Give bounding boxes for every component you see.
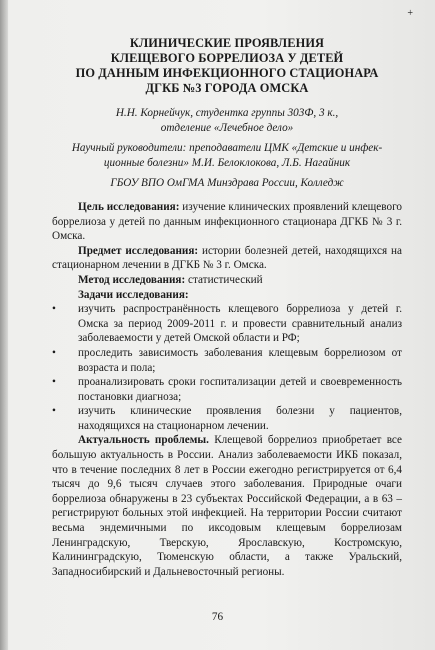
bullet-icon: • (52, 376, 56, 389)
title-line: ДГКБ №3 ГОРОДА ОМСКА (145, 81, 309, 95)
relevance-text: ласти, а также Уральский, Западносибирский и Дальневосточный (52, 551, 402, 578)
relevance-text: Природные очаги боррелиоза обнаружены в 23 субъектах Рос (52, 478, 403, 505)
institution-line: ГБОУ ВПО ОмГМА Минздрава России, Колледж (110, 177, 344, 190)
author-block (52, 106, 402, 191)
subject-label: Предмет исследования: (78, 244, 199, 257)
task-text: дящихся на стационарном лечении. (99, 419, 269, 432)
relevance-label: Актуальность проблемы. (78, 434, 209, 447)
method-text: статистический (188, 273, 263, 286)
aim-paragraph (52, 200, 402, 244)
title-line: КЛИНИЧЕСКИЕ ПРОЯВЛЕНИЯ (129, 36, 325, 50)
bullet-icon: • (52, 346, 56, 359)
list-item (52, 375, 402, 404)
task-text: проанализировать сроки госпитализации детей и своевремен (78, 376, 376, 389)
aim-text: изучение клинических проявлений (182, 200, 349, 213)
aim-text: клещевого боррелиоза у детей по данным инфекционного стаци (52, 200, 402, 228)
relevance-text: сийской Федерации, а в 63 – регистрируют больных этой инфек (52, 492, 402, 520)
page-number: 76 (211, 611, 224, 623)
task-text: от возраста и пола; (78, 346, 403, 374)
relevance-paragraph (52, 433, 402, 579)
student-line: Н.Н. Корнейчук, студентка группы 303Ф, 3 к., (115, 107, 339, 119)
task-text: изучить клинические проявления болезни у пациентов, нахо (78, 405, 402, 432)
list-item (52, 404, 402, 433)
list-item (52, 346, 402, 375)
title-line: ПО ДАННЫМ ИНФЕКЦИОННОГО СТАЦИОНАРА (75, 66, 379, 80)
relevance-text: Ярославскую, Костромскую, Калининградскую, Тюменскую об (52, 536, 402, 564)
subject-text: истории болезней детей, находя (201, 244, 358, 257)
article (52, 36, 402, 579)
corner-mark: + (407, 8, 413, 19)
article-body (52, 200, 402, 579)
tasks-heading (52, 288, 402, 303)
article-title (52, 36, 402, 96)
task-text: проследить зависимость заболевания клещевым боррелиозом (78, 346, 386, 359)
supervisor-line: ционные болезни» М.И. Белоклокова, Л.Б. Нагайник (103, 156, 351, 169)
task-text: ность постановки диагноза; (78, 376, 402, 403)
relevance-text: регионы. (241, 565, 285, 578)
list-item (52, 302, 402, 346)
subject-text: щихся на стационарном лечении в ДГКБ № 3 г. Омска. (52, 244, 402, 272)
task-text: анализ заболеваемости у детей Омской области и РФ; (78, 317, 403, 345)
relevance-text: стрируется от 6,4 тысяч до 9,6 тысяч случаев этого заболевания. (52, 463, 403, 491)
tasks-label: Задачи исследования: (78, 288, 189, 301)
tasks-list (52, 302, 402, 433)
method-paragraph (52, 273, 402, 288)
aim-label: Цель исследования: (78, 200, 180, 213)
relevance-text: цией. На территории России считают весьма эндемичными по ик (52, 507, 402, 535)
supervisor-line: Научный руководители: преподаватели ЦМК «Детские и инфек- (71, 142, 383, 155)
subject-paragraph (52, 244, 402, 273)
task-text: изучить распространённость клещевого боррелиоза у детей (78, 303, 389, 316)
relevance-text: Клещевой боррелиоз приобретает (214, 434, 382, 447)
relevance-text: показал, что в течение последних 8 лет в России ежегодно реги (52, 449, 402, 476)
method-label: Метод исследования: (78, 273, 186, 286)
page-binding-shadow (0, 0, 8, 650)
aim-text: онара ДГКБ № 3 г. Омска. (52, 215, 403, 243)
task-text: г. Омска за период 2009-2011 г. и провести сравнительный (78, 303, 402, 330)
relevance-text: все большую актуальность в России. Анализ заболеваемости ИКБ (52, 434, 403, 462)
relevance-text: содовым клещевым боррелиозам Ленинградскую, Тверскую, (52, 522, 402, 549)
student-line: отделение «Лечебное дело» (160, 121, 294, 134)
title-line: КЛЕЩЕВОГО БОРРЕЛИОЗА У ДЕТЕЙ (110, 51, 344, 65)
bullet-icon: • (52, 303, 56, 316)
bullet-icon: • (52, 405, 56, 418)
